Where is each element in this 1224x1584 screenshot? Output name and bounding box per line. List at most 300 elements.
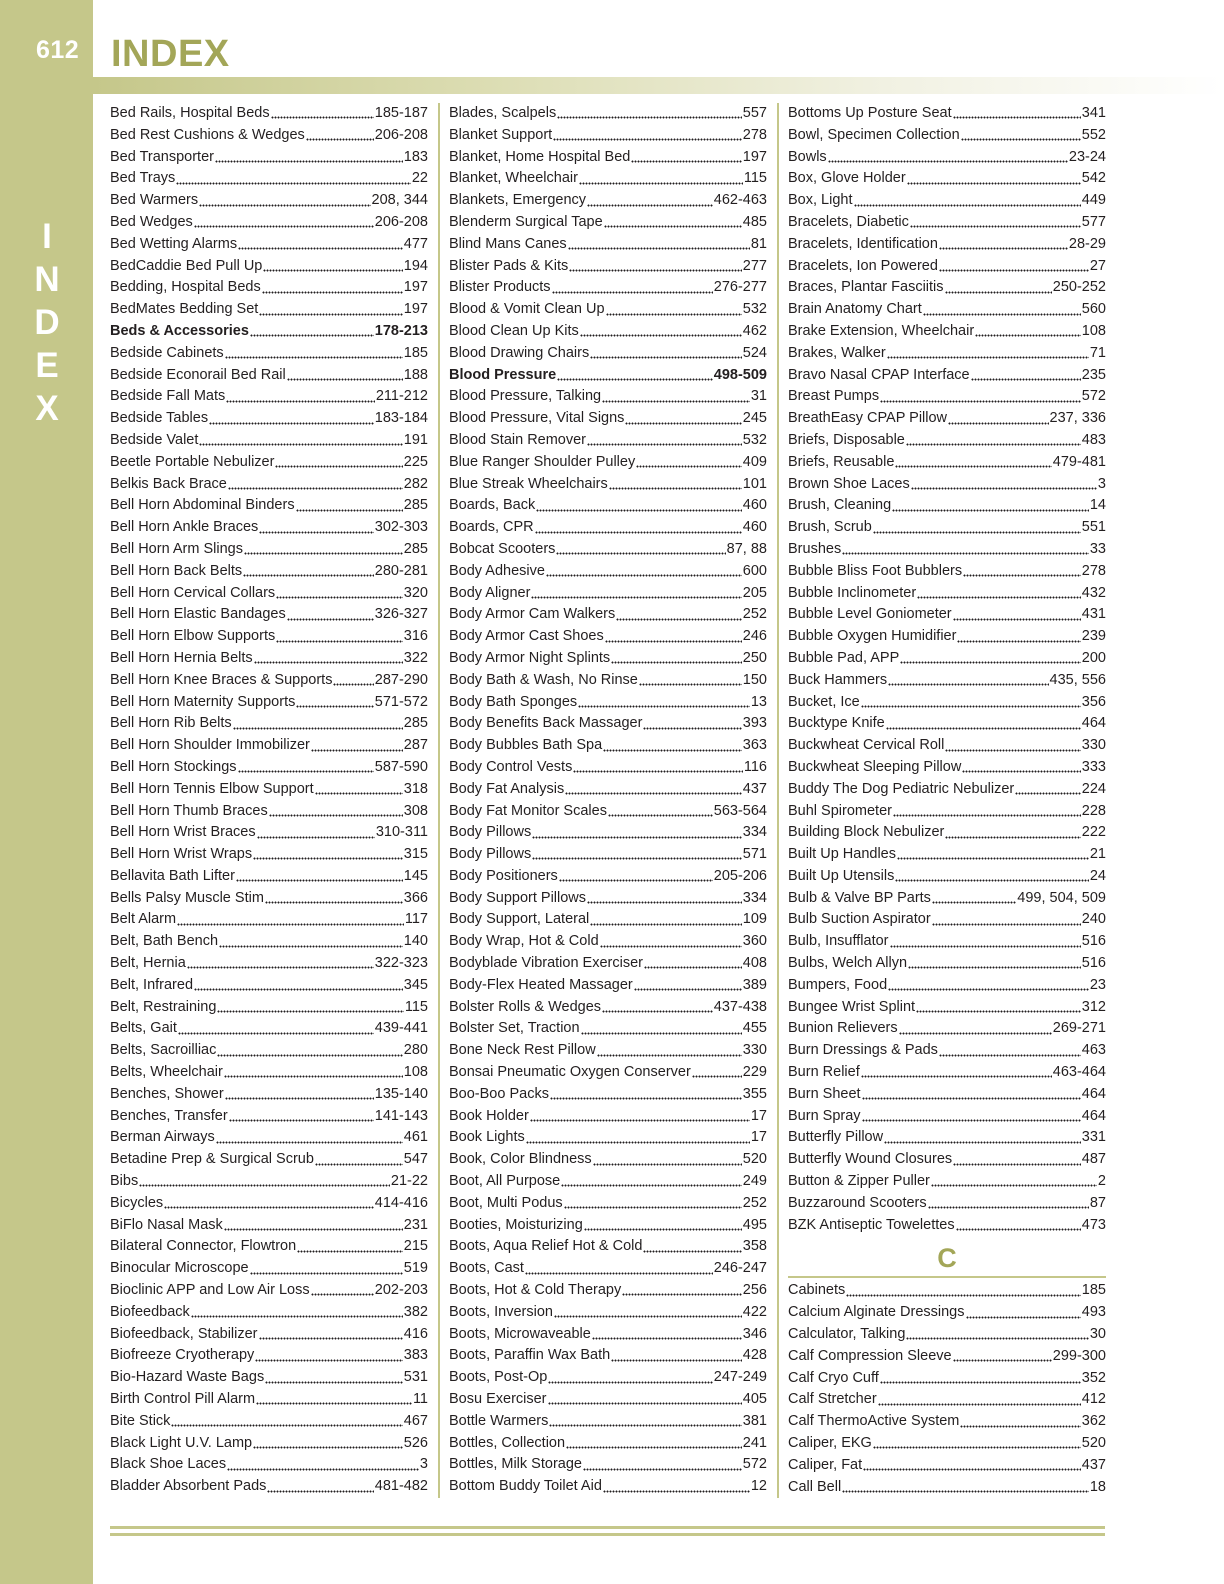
dot-leader bbox=[226, 399, 375, 403]
entry-pages: 477 bbox=[403, 235, 428, 252]
side-letter: N bbox=[34, 260, 60, 299]
entry-pages: 30 bbox=[1089, 1326, 1106, 1343]
index-entry bbox=[449, 757, 767, 779]
dot-leader bbox=[622, 1293, 742, 1297]
dot-leader bbox=[297, 1249, 403, 1253]
entry-name: Booties, Moisturizing bbox=[449, 1216, 583, 1233]
entry-pages: 3 bbox=[419, 1456, 428, 1473]
entry-name: Belt, Restraining bbox=[110, 998, 217, 1015]
entry-name: Boots, Cast bbox=[449, 1260, 524, 1277]
dot-leader bbox=[956, 1228, 1081, 1232]
entry-name: Blue Ranger Shoulder Pulley bbox=[449, 453, 636, 470]
entry-name: Bladder Absorbent Pads bbox=[110, 1478, 267, 1495]
dot-leader bbox=[228, 486, 403, 490]
dot-leader bbox=[953, 1162, 1081, 1166]
entry-name: Bibs bbox=[110, 1173, 139, 1190]
dot-leader bbox=[862, 1097, 1081, 1101]
dot-leader bbox=[227, 1467, 419, 1471]
index-entry bbox=[449, 168, 767, 190]
dot-leader bbox=[961, 138, 1081, 142]
dot-leader bbox=[259, 530, 373, 534]
entry-name: Bell Horn Abdominal Binders bbox=[110, 497, 295, 514]
dot-leader bbox=[608, 813, 713, 817]
entry-name: Call Bell bbox=[788, 1478, 842, 1495]
entry-name: Bed Rest Cushions & Wedges bbox=[110, 126, 305, 143]
entry-name: Boards, CPR bbox=[449, 519, 534, 536]
entry-pages: 237, 336 bbox=[1049, 410, 1106, 427]
entry-name: Buhl Spirometer bbox=[788, 802, 892, 819]
index-entry bbox=[110, 648, 428, 670]
index-entry bbox=[449, 1018, 767, 1040]
entry-name: Buddy The Dog Pediatric Nebulizer bbox=[788, 780, 1015, 797]
entry-pages: 23 bbox=[1089, 976, 1106, 993]
index-entry bbox=[449, 452, 767, 474]
entry-name: Bio-Hazard Waste Bags bbox=[110, 1369, 265, 1386]
index-entry bbox=[110, 1454, 428, 1476]
index-entry bbox=[449, 735, 767, 757]
entry-name: Bucket, Ice bbox=[788, 693, 860, 710]
index-entry bbox=[110, 866, 428, 888]
dot-leader bbox=[236, 879, 403, 883]
entry-pages: 416 bbox=[403, 1325, 428, 1342]
index-entry bbox=[110, 801, 428, 823]
dot-leader bbox=[177, 922, 404, 926]
index-entry bbox=[110, 430, 428, 452]
entry-pages: 322-323 bbox=[374, 955, 428, 972]
entry-pages: 194 bbox=[403, 257, 428, 274]
entry-name: Benches, Transfer bbox=[110, 1107, 228, 1124]
index-entry bbox=[110, 1084, 428, 1106]
entry-name: Bedside Fall Mats bbox=[110, 388, 226, 405]
dot-leader bbox=[590, 356, 742, 360]
index-entry bbox=[110, 713, 428, 735]
dot-leader bbox=[592, 1337, 742, 1341]
entry-pages: 493 bbox=[1081, 1304, 1106, 1321]
dot-leader bbox=[178, 1031, 374, 1035]
entry-pages: 326-327 bbox=[374, 606, 428, 623]
entry-pages: 330 bbox=[742, 1042, 767, 1059]
entry-name: Book Holder bbox=[449, 1107, 529, 1124]
index-entry bbox=[449, 561, 767, 583]
entry-pages: 346 bbox=[742, 1325, 767, 1342]
entry-name: Bell Horn Thumb Braces bbox=[110, 802, 268, 819]
index-entry bbox=[788, 343, 1106, 365]
dot-leader bbox=[908, 966, 1081, 970]
index-entry bbox=[788, 692, 1106, 714]
entry-pages: 414-416 bbox=[374, 1194, 428, 1211]
entry-pages: 280-281 bbox=[374, 562, 428, 579]
index-entry bbox=[788, 1062, 1106, 1084]
index-entry bbox=[110, 1215, 428, 1237]
dot-leader bbox=[584, 1228, 742, 1232]
entry-pages: 23-24 bbox=[1068, 148, 1106, 165]
entry-name: Beds & Accessories bbox=[110, 322, 249, 339]
index-entry bbox=[449, 365, 767, 387]
section-letter-heading: C bbox=[788, 1236, 1106, 1278]
index-entry bbox=[788, 757, 1106, 779]
entry-pages: 239 bbox=[1081, 628, 1106, 645]
dot-leader bbox=[256, 1402, 412, 1406]
entry-pages: 269-271 bbox=[1052, 1020, 1106, 1037]
entry-pages: 572 bbox=[1081, 388, 1106, 405]
index-entry bbox=[110, 670, 428, 692]
entry-pages: 3 bbox=[1097, 475, 1106, 492]
index-entry bbox=[110, 1476, 428, 1498]
index-entry bbox=[788, 1215, 1106, 1237]
entry-pages: 435, 556 bbox=[1049, 671, 1106, 688]
entry-pages: 183 bbox=[403, 148, 428, 165]
dot-leader bbox=[532, 835, 742, 839]
dot-leader bbox=[602, 1010, 713, 1014]
index-entry bbox=[110, 343, 428, 365]
index-entry bbox=[449, 539, 767, 561]
index-column-3 bbox=[788, 103, 1106, 1498]
entry-name: Body Adhesive bbox=[449, 562, 545, 579]
entry-name: Bellavita Bath Lifter bbox=[110, 867, 235, 884]
entry-pages: 467 bbox=[403, 1412, 428, 1429]
dot-leader bbox=[254, 661, 403, 665]
dot-leader bbox=[862, 1119, 1081, 1123]
index-entry bbox=[449, 1433, 767, 1455]
entry-pages: 87, 88 bbox=[726, 540, 767, 557]
entry-name: Body Support, Lateral bbox=[449, 911, 590, 928]
entry-name: Bedside Valet bbox=[110, 431, 199, 448]
dot-leader bbox=[263, 268, 402, 272]
dot-leader bbox=[526, 1140, 750, 1144]
index-entry bbox=[110, 1433, 428, 1455]
entry-name: Book Lights bbox=[449, 1129, 525, 1146]
dot-leader bbox=[333, 683, 373, 687]
entry-name: Bulb, Insufflator bbox=[788, 933, 889, 950]
entry-name: Bravo Nasal CPAP Interface bbox=[788, 366, 970, 383]
index-entry bbox=[788, 561, 1106, 583]
index-entry bbox=[788, 321, 1106, 343]
entry-pages: 117 bbox=[404, 911, 428, 928]
index-entry bbox=[449, 234, 767, 256]
entry-name: Blind Mans Canes bbox=[449, 235, 567, 252]
entry-pages: 519 bbox=[403, 1260, 428, 1277]
index-entry bbox=[788, 648, 1106, 670]
entry-pages: 287 bbox=[403, 737, 428, 754]
index-entry bbox=[788, 1433, 1106, 1455]
dot-leader bbox=[888, 683, 1048, 687]
index-entry bbox=[110, 321, 428, 343]
index-entry bbox=[449, 975, 767, 997]
entry-pages: 191 bbox=[403, 431, 428, 448]
dot-leader bbox=[907, 181, 1081, 185]
entry-pages: 331 bbox=[1081, 1129, 1106, 1146]
entry-name: Belt Alarm bbox=[110, 911, 177, 928]
dot-leader bbox=[215, 159, 403, 163]
index-entry bbox=[110, 212, 428, 234]
dot-leader bbox=[880, 399, 1081, 403]
dot-leader bbox=[593, 1162, 742, 1166]
entry-name: Bell Horn Cervical Collars bbox=[110, 584, 276, 601]
entry-name: Bedside Tables bbox=[110, 410, 209, 427]
dot-leader bbox=[911, 486, 1097, 490]
entry-name: Bottle Warmers bbox=[449, 1412, 549, 1429]
index-entry bbox=[449, 1171, 767, 1193]
entry-name: Binocular Microscope bbox=[110, 1260, 249, 1277]
entry-pages: 185-187 bbox=[374, 105, 428, 121]
dot-leader bbox=[888, 988, 1089, 992]
entry-name: Brushes bbox=[788, 540, 842, 557]
index-entry bbox=[449, 1193, 767, 1215]
dot-leader bbox=[945, 748, 1080, 752]
index-entry bbox=[110, 1236, 428, 1258]
index-entry bbox=[788, 1084, 1106, 1106]
entry-pages: 13 bbox=[750, 693, 767, 710]
dot-leader bbox=[262, 290, 403, 294]
dot-leader bbox=[549, 1424, 741, 1428]
dot-leader bbox=[194, 225, 374, 229]
entry-pages: 334 bbox=[742, 824, 767, 841]
index-entry bbox=[110, 1324, 428, 1346]
index-entry bbox=[110, 997, 428, 1019]
dot-leader bbox=[616, 617, 742, 621]
entry-pages: 17 bbox=[750, 1107, 767, 1124]
entry-pages: 215 bbox=[403, 1238, 428, 1255]
entry-name: Belts, Sacroilliac bbox=[110, 1042, 217, 1059]
entry-name: Body Control Vests bbox=[449, 758, 573, 775]
dot-leader bbox=[644, 966, 742, 970]
dot-leader bbox=[311, 748, 403, 752]
index-entry bbox=[110, 256, 428, 278]
entry-pages: 330 bbox=[1081, 737, 1106, 754]
dot-leader bbox=[255, 1358, 403, 1362]
entry-name: Boots, Aqua Relief Hot & Cold bbox=[449, 1238, 643, 1255]
dot-leader bbox=[238, 770, 374, 774]
dot-leader bbox=[605, 639, 742, 643]
entry-pages: 563-564 bbox=[713, 802, 767, 819]
entry-pages: 318 bbox=[403, 780, 428, 797]
entry-name: Box, Glove Holder bbox=[788, 170, 906, 187]
dot-leader bbox=[525, 1271, 713, 1275]
entry-name: Body Bubbles Bath Spa bbox=[449, 737, 603, 754]
dot-leader bbox=[187, 966, 374, 970]
entry-name: Bowls bbox=[788, 148, 827, 165]
entry-pages: 33 bbox=[1089, 540, 1106, 557]
index-entry bbox=[449, 343, 767, 365]
entry-pages: 463-464 bbox=[1052, 1064, 1106, 1081]
entry-name: Body Positioners bbox=[449, 867, 558, 884]
entry-name: Buckwheat Cervical Roll bbox=[788, 737, 945, 754]
entry-pages: 188 bbox=[403, 366, 428, 383]
entry-pages: 464 bbox=[1081, 1107, 1106, 1124]
dot-leader bbox=[611, 1358, 742, 1362]
dot-leader bbox=[569, 268, 742, 272]
entry-name: Bicycles bbox=[110, 1194, 164, 1211]
entry-name: Calf Cryo Cuff bbox=[788, 1369, 879, 1386]
entry-pages: 587-590 bbox=[374, 758, 428, 775]
dot-leader bbox=[225, 356, 403, 360]
dot-leader bbox=[269, 813, 403, 817]
index-entry bbox=[788, 670, 1106, 692]
entry-name: Blankets, Emergency bbox=[449, 192, 587, 209]
entry-name: Bracelets, Ion Powered bbox=[788, 257, 938, 274]
entry-pages: 197 bbox=[403, 301, 428, 318]
index-entry bbox=[788, 975, 1106, 997]
dot-leader bbox=[552, 290, 713, 294]
index-entry bbox=[110, 735, 428, 757]
index-entry bbox=[110, 539, 428, 561]
entry-name: Boo-Boo Packs bbox=[449, 1085, 549, 1102]
index-entry bbox=[788, 779, 1106, 801]
index-entry bbox=[449, 583, 767, 605]
index-entry bbox=[110, 1171, 428, 1193]
entry-pages: 531 bbox=[403, 1369, 428, 1386]
entry-name: Brake Extension, Wheelchair bbox=[788, 322, 975, 339]
footer-rule bbox=[110, 1526, 1105, 1529]
dot-leader bbox=[546, 574, 742, 578]
dot-leader bbox=[176, 181, 411, 185]
entry-pages: 532 bbox=[742, 301, 767, 318]
entry-pages: 285 bbox=[403, 497, 428, 514]
index-entry bbox=[449, 147, 767, 169]
entry-name: Breast Pumps bbox=[788, 388, 880, 405]
index-entry bbox=[788, 452, 1106, 474]
index-entry bbox=[449, 888, 767, 910]
index-entry bbox=[449, 1236, 767, 1258]
dot-leader bbox=[315, 1162, 403, 1166]
entry-pages: 71 bbox=[1089, 344, 1106, 361]
index-entry bbox=[449, 866, 767, 888]
entry-pages: 235 bbox=[1081, 366, 1106, 383]
dot-leader bbox=[233, 726, 403, 730]
entry-name: Burn Sheet bbox=[788, 1085, 861, 1102]
entry-name: Bubble Level Goniometer bbox=[788, 606, 952, 623]
entry-pages: 428 bbox=[742, 1347, 767, 1364]
entry-name: Blood Pressure, Talking bbox=[449, 388, 602, 405]
entry-name: Body-Flex Heated Massager bbox=[449, 976, 633, 993]
entry-pages: 552 bbox=[1081, 126, 1106, 143]
entry-pages: 21 bbox=[1089, 846, 1106, 863]
entry-pages: 341 bbox=[1081, 105, 1106, 121]
page-title: INDEX bbox=[111, 33, 230, 75]
footer-rule bbox=[110, 1533, 1105, 1536]
entry-name: Bucktype Knife bbox=[788, 715, 885, 732]
entry-name: Body Armor Night Splints bbox=[449, 649, 611, 666]
entry-pages: 455 bbox=[742, 1020, 767, 1037]
dot-leader bbox=[531, 595, 741, 599]
dot-leader bbox=[267, 1489, 373, 1493]
dot-leader bbox=[257, 835, 375, 839]
index-entry bbox=[449, 648, 767, 670]
entry-name: Bodyblade Vibration Exerciser bbox=[449, 955, 643, 972]
entry-name: Bolster Set, Traction bbox=[449, 1020, 580, 1037]
entry-pages: 520 bbox=[1081, 1435, 1106, 1452]
index-entry bbox=[449, 495, 767, 517]
dot-leader bbox=[861, 1075, 1052, 1079]
entry-name: Brakes, Walker bbox=[788, 344, 886, 361]
index-entry bbox=[788, 1280, 1106, 1302]
index-entry bbox=[110, 1040, 428, 1062]
entry-name: Bed Trays bbox=[110, 170, 176, 187]
dot-leader bbox=[219, 944, 403, 948]
dot-leader bbox=[854, 203, 1081, 207]
dot-leader bbox=[604, 225, 742, 229]
entry-name: BreathEasy CPAP Pillow bbox=[788, 410, 948, 427]
entry-name: Caliper, Fat bbox=[788, 1456, 863, 1473]
entry-name: Bolster Rolls & Wedges bbox=[449, 998, 602, 1015]
entry-name: Bungee Wrist Splint bbox=[788, 998, 916, 1015]
entry-name: Bulb Suction Aspirator bbox=[788, 911, 931, 928]
entry-pages: 449 bbox=[1081, 192, 1106, 209]
column-divider bbox=[438, 103, 440, 1498]
dot-leader bbox=[928, 1206, 1089, 1210]
entry-name: Bubble Inclinometer bbox=[788, 584, 917, 601]
side-letter: I bbox=[42, 217, 52, 256]
dot-leader bbox=[566, 1446, 742, 1450]
index-entry bbox=[788, 234, 1106, 256]
entry-name: Buck Hammers bbox=[788, 671, 888, 688]
entry-name: Bottles, Milk Storage bbox=[449, 1456, 582, 1473]
entry-pages: 252 bbox=[742, 1194, 767, 1211]
dot-leader bbox=[225, 1097, 374, 1101]
index-entry bbox=[788, 495, 1106, 517]
entry-name: Cabinets bbox=[788, 1282, 846, 1299]
entry-name: Boots, Inversion bbox=[449, 1303, 553, 1320]
entry-name: Bedding, Hospital Beds bbox=[110, 279, 261, 296]
dot-leader bbox=[250, 1271, 403, 1275]
dot-leader bbox=[587, 901, 742, 905]
entry-pages: 247-249 bbox=[713, 1369, 767, 1386]
dot-leader bbox=[306, 138, 374, 142]
entry-name: Body Support Pillows bbox=[449, 889, 587, 906]
dot-leader bbox=[910, 225, 1081, 229]
entry-name: Briefs, Reusable bbox=[788, 453, 895, 470]
index-entry bbox=[788, 474, 1106, 496]
index-entry bbox=[449, 1062, 767, 1084]
dot-leader bbox=[861, 704, 1081, 708]
entry-name: Bioclinic APP and Low Air Loss bbox=[110, 1282, 310, 1299]
entry-pages: 277 bbox=[742, 257, 767, 274]
entry-name: Bell Horn Hernia Belts bbox=[110, 649, 253, 666]
index-entry bbox=[788, 1193, 1106, 1215]
vertical-index-label bbox=[32, 215, 62, 430]
index-sidebar bbox=[0, 0, 93, 1584]
dot-leader bbox=[265, 901, 403, 905]
entry-name: Buzzaround Scooters bbox=[788, 1194, 927, 1211]
entry-name: Calf Compression Sleeve bbox=[788, 1347, 952, 1364]
entry-pages: 483 bbox=[1081, 431, 1106, 448]
entry-pages: 308 bbox=[403, 802, 428, 819]
entry-pages: 299-300 bbox=[1052, 1347, 1106, 1364]
index-entry bbox=[788, 1389, 1106, 1411]
index-entry bbox=[449, 931, 767, 953]
entry-pages: 355 bbox=[742, 1085, 767, 1102]
dot-leader bbox=[557, 116, 742, 120]
dot-leader bbox=[553, 138, 742, 142]
dot-leader bbox=[557, 377, 713, 381]
entry-pages: 27 bbox=[1089, 257, 1106, 274]
index-entry bbox=[788, 539, 1106, 561]
dot-leader bbox=[603, 748, 742, 752]
entry-name: Bottles, Collection bbox=[449, 1434, 566, 1451]
dot-leader bbox=[587, 203, 713, 207]
entry-pages: 185 bbox=[403, 344, 428, 361]
dot-leader bbox=[884, 1140, 1081, 1144]
dot-leader bbox=[311, 1293, 374, 1297]
entry-pages: 408 bbox=[742, 955, 767, 972]
entry-pages: 485 bbox=[742, 213, 767, 230]
index-entry bbox=[110, 452, 428, 474]
entry-name: Briefs, Disposable bbox=[788, 431, 905, 448]
entry-pages: 229 bbox=[742, 1064, 767, 1081]
entry-name: Box, Light bbox=[788, 192, 853, 209]
index-entry bbox=[110, 1258, 428, 1280]
entry-pages: 389 bbox=[742, 976, 767, 993]
